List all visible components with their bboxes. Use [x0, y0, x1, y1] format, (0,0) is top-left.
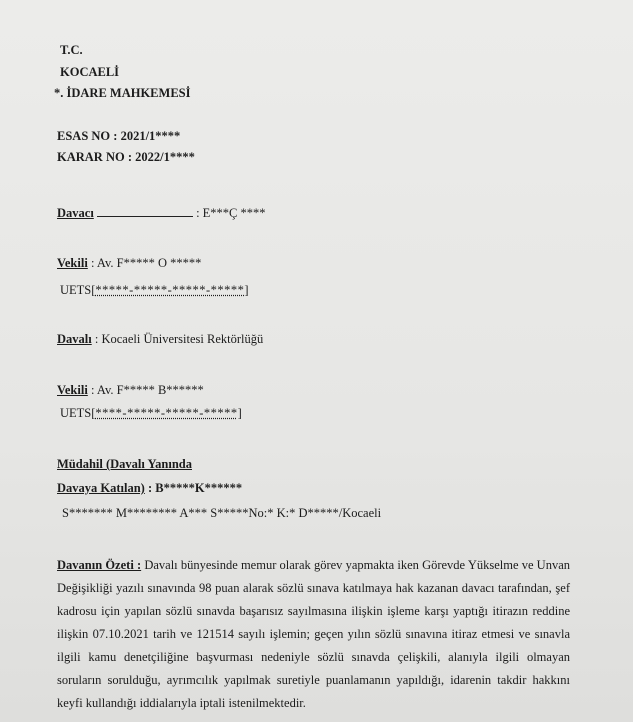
davaci-label: Davacı	[57, 206, 94, 220]
esas-no	[57, 129, 180, 144]
davaci-row	[57, 205, 266, 221]
davali-value: : Kocaeli Üniversitesi Rektörlüğü	[94, 332, 264, 346]
summary-text: Davalı bünyesinde memur olarak görev yapmakta iken Görevde Yükselme ve Unvan Değişikliği yazılı sınavında 98 puan alarak sözlü sınava katılmaya hak kazanan davacı tarafından, şef kadrosu için yapılan sözlü sınavda başarısız sayılmasına ilişkin işleme karşı yaptığı itirazın reddine ilişkin 07.10.2021 tarih ve 121514 sayılı işlemin; geçen yılın sözlü sınavına itiraz etmesi ve sınavla ilgili kamu denetçiliğine başvurması nedeniyle sözlü sınavda çelişkili, alanıyla ilgili olmayan soruların sorulduğu, ayrımcılık yapılmak suretiyle puanlamanın yapıldığı, idarenin takdir hakkını keyfi kullandığı iddialarıyla iptali istenilmektedir.	[57, 558, 570, 710]
vekili1-label: Vekili	[57, 256, 88, 270]
header-court: *. İDARE MAHKEMESİ	[54, 86, 191, 100]
uets2-row	[60, 406, 242, 421]
mudahil-value: : B*****K******	[147, 481, 243, 495]
uets1-value: *****-*****-*****-*****	[95, 283, 245, 297]
uets2-suffix: ]	[237, 406, 242, 420]
mudahil-label-line1: Müdahil (Davalı Yanında	[57, 457, 192, 471]
summary-label: Davanın Özeti :	[57, 558, 142, 572]
vekili1-row	[57, 256, 201, 271]
header-city: KOCAELİ	[60, 65, 120, 79]
uets1-prefix: UETS[	[60, 283, 96, 297]
header-tc: T.C.	[60, 43, 83, 57]
mudahil-label-line2: Davaya Katılan)	[57, 481, 145, 495]
karar-label: KARAR NO :	[57, 150, 132, 164]
vekili1-value: : Av. F***** O *****	[90, 256, 202, 270]
case-summary	[57, 554, 570, 715]
davali-label: Davalı	[57, 332, 92, 346]
davaci-blank-line	[97, 205, 193, 217]
davali-row	[57, 332, 263, 347]
uets1-suffix: ]	[244, 283, 249, 297]
mudahil-row	[57, 481, 242, 496]
davaci-value: : E***Ç ****	[196, 206, 266, 220]
vekili2-row	[57, 383, 204, 398]
vekili2-label: Vekili	[57, 383, 88, 397]
mudahil-address: S******* M******** A*** S*****No:* K:* D*****/Kocaeli	[62, 506, 382, 520]
uets1-row	[60, 283, 249, 298]
esas-value: 2021/1****	[120, 129, 181, 143]
uets2-prefix: UETS[	[60, 406, 96, 420]
karar-value: 2022/1****	[135, 150, 195, 164]
esas-label: ESAS NO :	[57, 129, 118, 143]
uets2-value: ****-*****-*****-*****	[95, 406, 238, 420]
vekili2-value: : Av. F***** B******	[90, 383, 204, 397]
karar-no	[57, 150, 195, 165]
